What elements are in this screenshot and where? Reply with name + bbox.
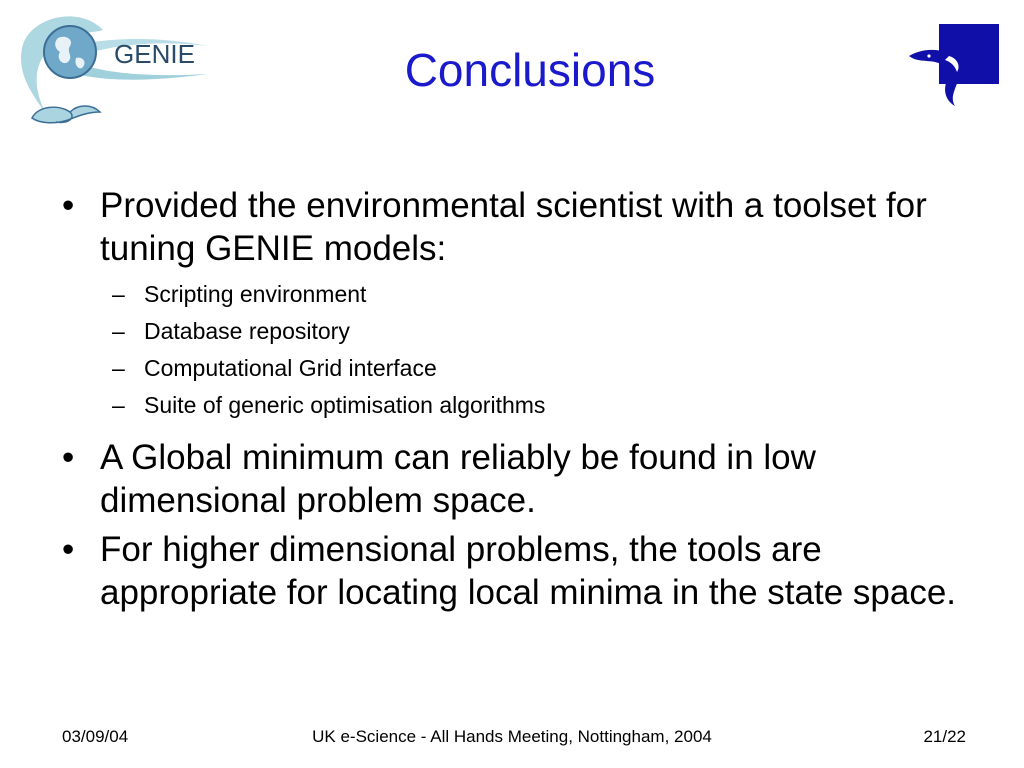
footer-page-number: 21/22 [923, 727, 966, 746]
sub-item [58, 313, 998, 350]
sub-marker: – [112, 355, 125, 381]
bullet-marker: • [62, 186, 75, 225]
sub-marker: – [112, 392, 125, 418]
svg-text:GENIE: GENIE [114, 39, 195, 69]
bullet-marker: • [62, 438, 75, 477]
sub-item [58, 387, 998, 424]
bullet-text: Provided the environmental scientist with a toolset for tuning GENIE models: [100, 186, 927, 268]
bullet-item [58, 528, 998, 614]
footer-event: UK e-Science - All Hands Meeting, Nottingham, 2004 [312, 727, 712, 746]
bullet-item [58, 184, 998, 270]
sub-item [58, 276, 998, 313]
sub-text: Suite of generic optimisation algorithms [144, 392, 546, 418]
bullet-text: For higher dimensional problems, the tools are appropriate for locating local minima in the state space. [100, 530, 957, 612]
slide-title: Conclusions [404, 44, 656, 96]
footer-date: 03/09/04 [62, 727, 129, 746]
sub-marker: – [112, 318, 125, 344]
sub-list [58, 276, 998, 424]
sub-text: Scripting environment [144, 281, 367, 307]
content-list [58, 184, 998, 620]
bullet-marker: • [62, 530, 75, 569]
bullet-item [58, 436, 998, 522]
sub-text: Computational Grid interface [144, 355, 437, 381]
sub-text: Database repository [144, 318, 350, 344]
dolphin-logo [905, 22, 1001, 108]
sub-item [58, 350, 998, 387]
bullet-text: A Global minimum can reliably be found in low dimensional problem space. [100, 438, 816, 520]
genie-logo [8, 8, 218, 128]
sub-marker: – [112, 281, 125, 307]
